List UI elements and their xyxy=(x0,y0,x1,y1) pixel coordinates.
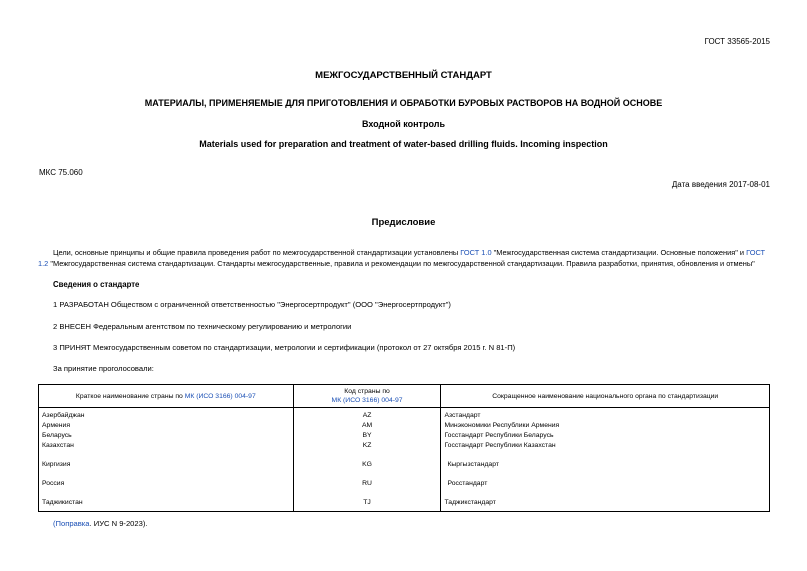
mk-iso-link[interactable]: МК (ИСО 3166) 004-97 xyxy=(184,392,256,400)
cell-code: AZ xyxy=(293,408,441,422)
header-standards-body: Сокращенное наименование национального органа по стандартизации xyxy=(441,385,770,408)
cell-code: KG xyxy=(293,460,441,479)
cell-body: Азстандарт xyxy=(441,408,770,422)
header-country-code xyxy=(293,385,441,408)
item-adopted: 3 ПРИНЯТ Межгосударственным советом по стандартизации, метрологии и сертификации (протокол от 27 октября 2015 г. N 81-П) xyxy=(53,343,516,352)
amendment-text: . ИУС N 9-2023). xyxy=(89,519,148,528)
item-submitted: 2 ВНЕСЕН Федеральным агентством по техническому регулированию и метрологии xyxy=(53,322,352,331)
amendment-link[interactable]: (Поправка xyxy=(53,519,90,528)
table-row xyxy=(39,408,770,422)
mk-iso-link-2[interactable]: МК (ИСО 3166) 004-97 xyxy=(331,397,403,404)
mks-code: МКС 75.060 xyxy=(39,168,83,177)
table-header-row xyxy=(39,385,770,408)
item-developed: 1 РАЗРАБОТАН Обществом с ограниченной ответственностью "Энергосертпродукт" (ООО "Энергосертпродукт") xyxy=(53,300,451,309)
preface-text-part1: Цели, основные принципы и общие правила проведения работ по межгосударственной стандартизации установлены xyxy=(53,248,461,257)
cell-code: KZ xyxy=(293,441,441,460)
cell-body: Госстандарт Республики Казахстан xyxy=(441,441,770,460)
cell-country: Азербайджан xyxy=(39,408,294,422)
cell-body: Росстандарт xyxy=(441,479,770,498)
document-title: МАТЕРИАЛЫ, ПРИМЕНЯЕМЫЕ ДЛЯ ПРИГОТОВЛЕНИЯ И ОБРАБОТКИ БУРОВЫХ РАСТВОРОВ НА ВОДНОЙ ОСНОВЕ xyxy=(144,98,663,108)
table-row xyxy=(39,441,770,460)
preface-text-part2: "Межгосударственная система стандартизации. Основные положения" и xyxy=(491,248,747,257)
table-row xyxy=(39,498,770,512)
cell-country: Таджикистан xyxy=(39,498,294,512)
standard-info-heading: Сведения о стандарте xyxy=(53,280,140,289)
introduction-date: Дата введения 2017-08-01 xyxy=(671,180,770,189)
document-subtitle: Входной контроль xyxy=(362,119,445,129)
cell-body: Минэкономики Республики Армения xyxy=(441,421,770,431)
preface-text-part3: "Межгосударственная система стандартизации. Стандарты межгосударственные, правила и рекомендации по межгосударственной стандартизации. Правила разработки, принятия, обновления и отмены" xyxy=(48,259,755,268)
preface-heading: Предисловие xyxy=(371,217,436,228)
cell-country: Беларусь xyxy=(39,431,294,441)
cell-country: Казахстан xyxy=(39,441,294,460)
table-row xyxy=(39,479,770,498)
gost-number: ГОСТ 33565-2015 xyxy=(704,37,770,46)
gost-1-2-link[interactable]: ГОСТ 1.2 xyxy=(38,248,766,268)
gost-1-0-link[interactable]: ГОСТ 1.0 xyxy=(460,248,492,257)
table-row xyxy=(39,460,770,479)
cell-country: Армения xyxy=(39,421,294,431)
header-country-name xyxy=(39,385,294,408)
cell-code: RU xyxy=(293,479,441,498)
table-row xyxy=(39,431,770,441)
table-row xyxy=(39,421,770,431)
header-code-text: Код страны по xyxy=(344,388,390,395)
standard-type-heading: МЕЖГОСУДАРСТВЕННЫЙ СТАНДАРТ xyxy=(315,70,492,81)
cell-body: Таджикстандарт xyxy=(441,498,770,512)
preface-paragraph xyxy=(38,247,773,269)
header-country-text: Краткое наименование страны по xyxy=(75,392,185,400)
document-title-english: Materials used for preparation and treatment of water-based drilling fluids. Incoming inspection xyxy=(199,139,608,149)
cell-code: TJ xyxy=(293,498,441,512)
cell-body: Кыргызстандарт xyxy=(441,460,770,479)
cell-code: AM xyxy=(293,421,441,431)
countries-table xyxy=(38,384,770,512)
cell-country: Киргизия xyxy=(39,460,294,479)
voted-label: За принятие проголосовали: xyxy=(53,364,154,373)
cell-body: Госстандарт Республики Беларусь xyxy=(441,431,770,441)
cell-code: BY xyxy=(293,431,441,441)
amendment-note xyxy=(53,519,148,528)
cell-country: Россия xyxy=(39,479,294,498)
